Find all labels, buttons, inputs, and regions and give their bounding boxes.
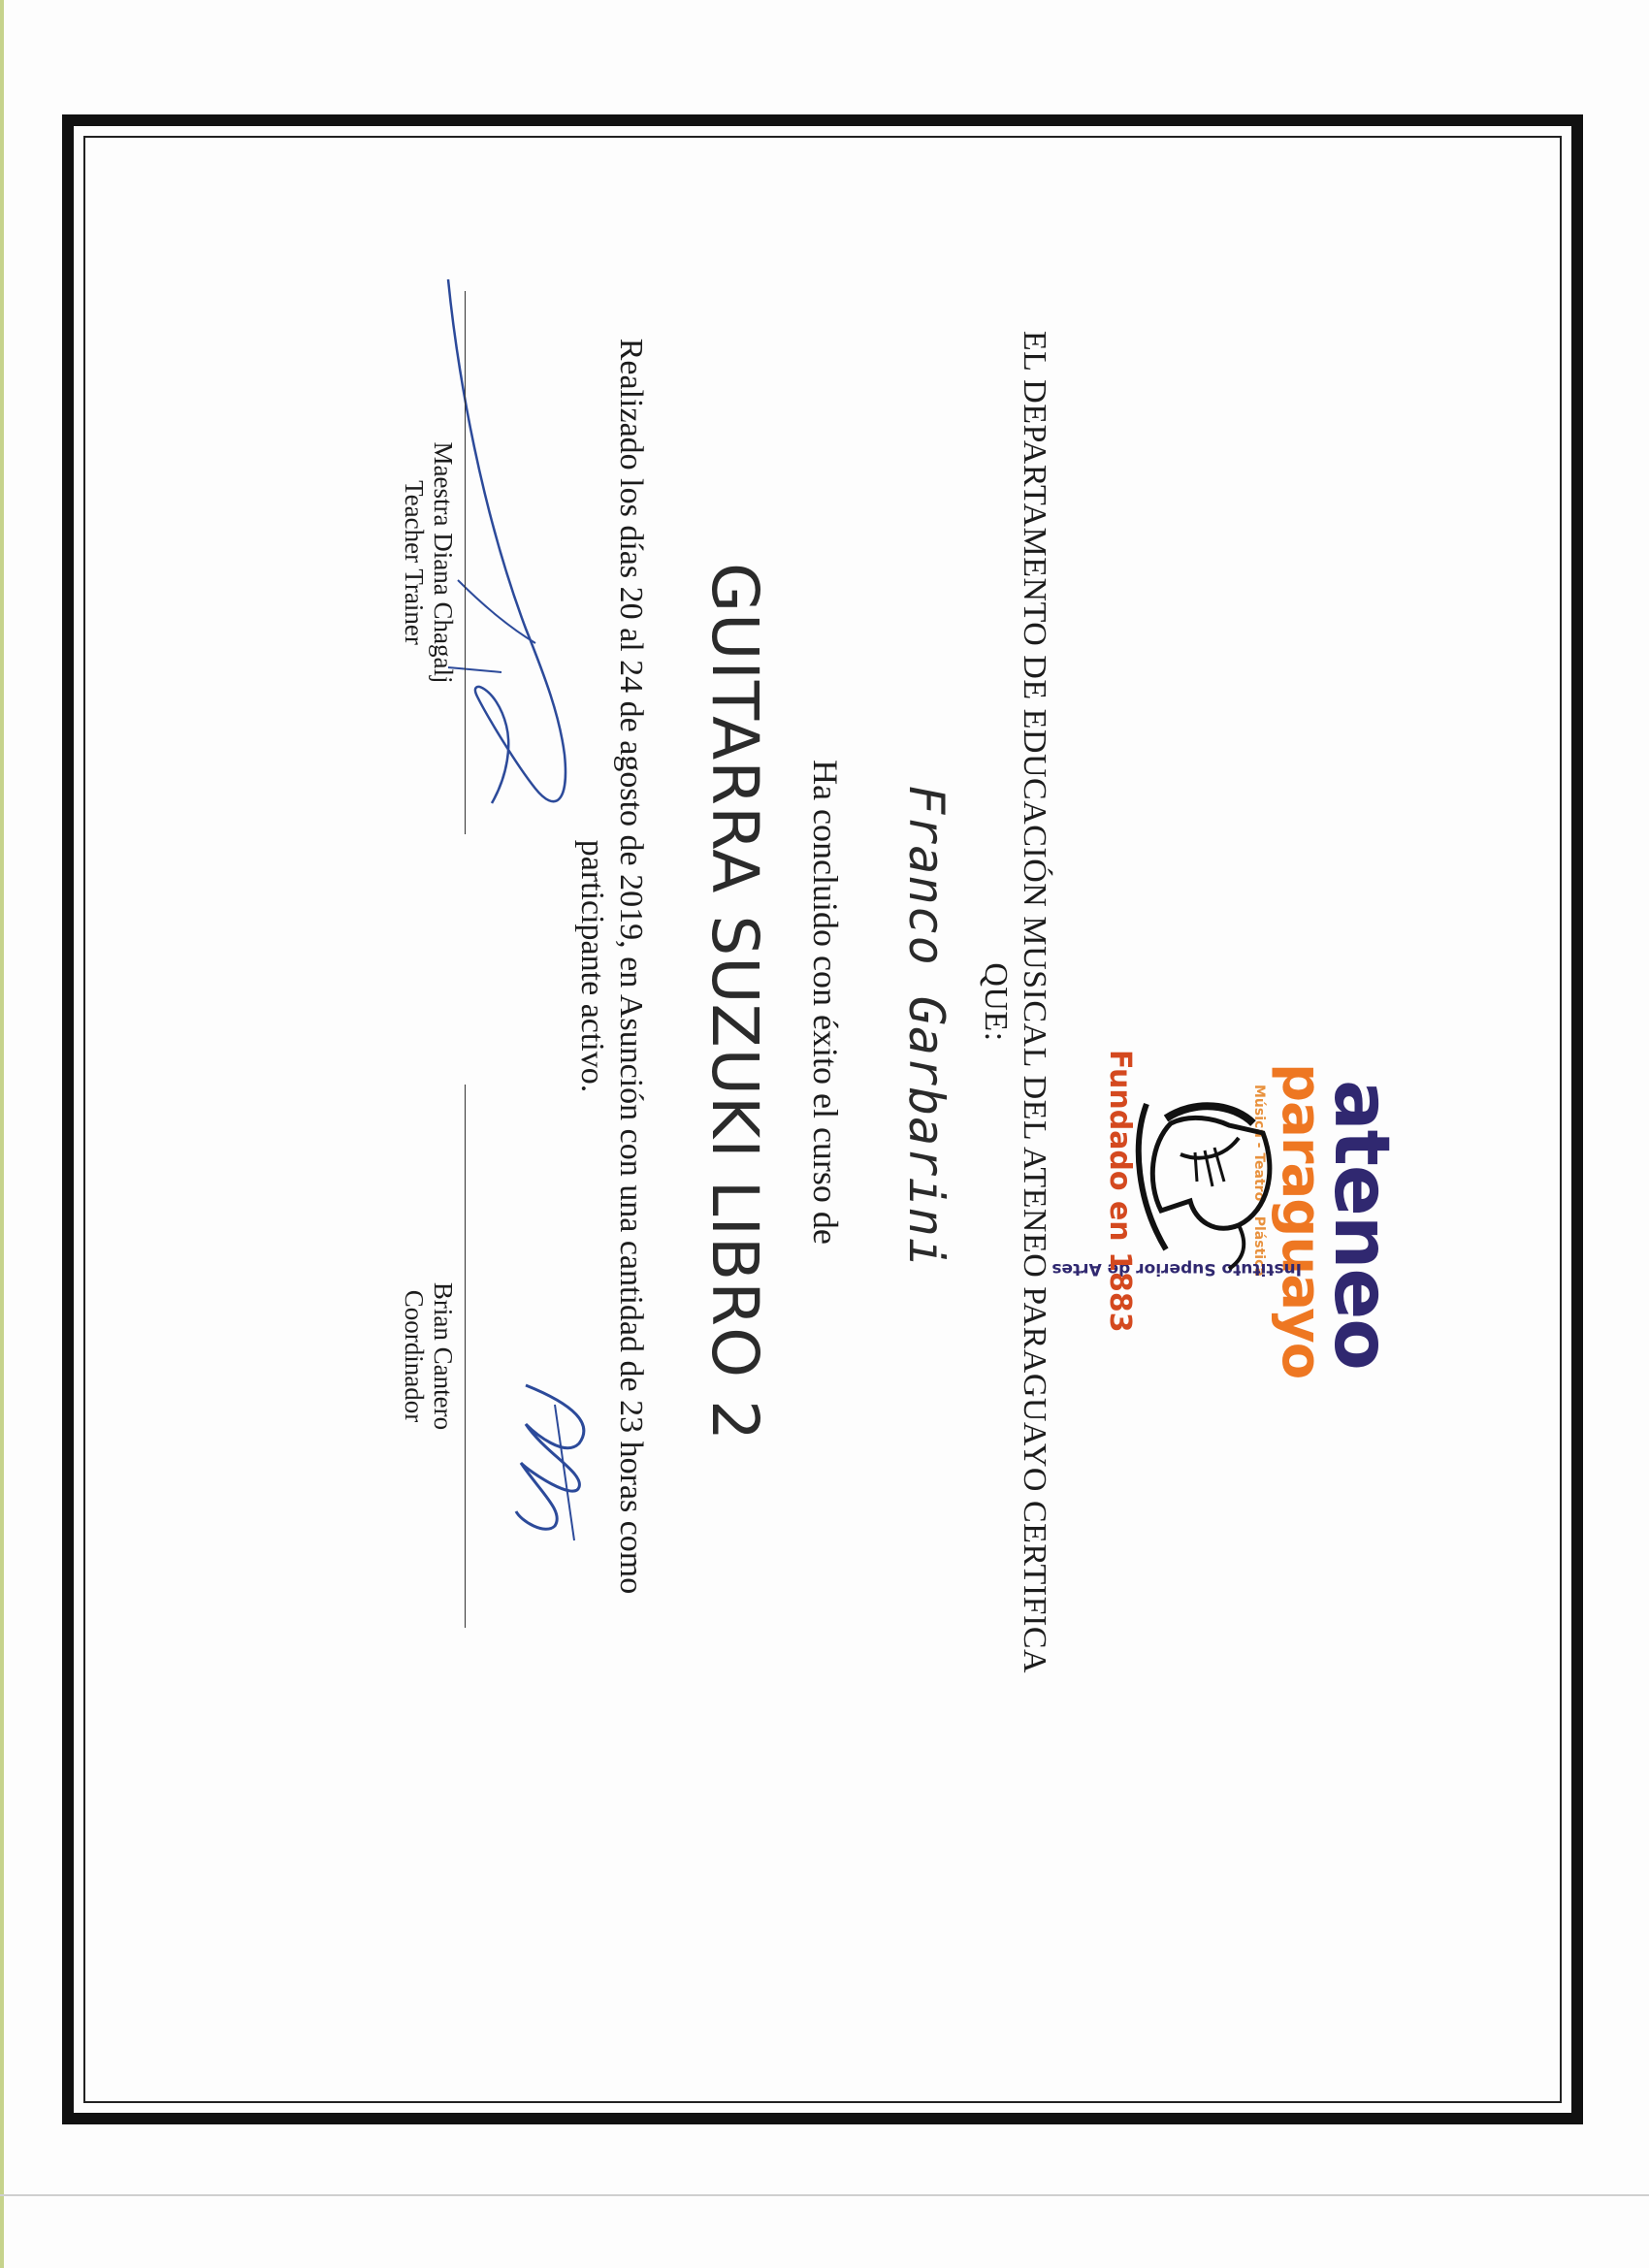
logo-word-paraguayo: paraguayo bbox=[1270, 1063, 1333, 1379]
signer-role: Coordinador bbox=[400, 1289, 429, 1423]
certificate-heading bbox=[976, 114, 1053, 1890]
logo-word-ateneo: ateneo bbox=[1317, 1080, 1405, 1370]
signer-name: Maestra Diana Chagalj bbox=[429, 441, 458, 684]
ateneo-logo bbox=[1040, 949, 1447, 1379]
completed-text: Ha concluido con éxito el curso de bbox=[806, 760, 845, 1245]
logo-institute: Instituto Superior de Artes bbox=[1051, 1259, 1302, 1279]
scan-edge bbox=[0, 0, 4, 2268]
signature-block-teacher bbox=[400, 291, 458, 834]
logo-subtitle: Música - Teatro - Plástica bbox=[1251, 1085, 1267, 1277]
heading-line-2: QUE: bbox=[978, 962, 1014, 1042]
signer-role: Teacher Trainer bbox=[400, 480, 429, 645]
logo-founded: Fundado en 1883 bbox=[1103, 1050, 1137, 1333]
signer-name: Brian Cantero bbox=[429, 1281, 458, 1431]
course-name: GUITARRA SUZUKI LIBRO 2 bbox=[697, 562, 772, 1442]
signature-line bbox=[465, 291, 466, 834]
signature-brian-cantero bbox=[497, 1366, 613, 1560]
certificate-content bbox=[62, 114, 1583, 2124]
signature-line bbox=[465, 1085, 466, 1628]
course-details: Realizado los días 20 al 24 de agosto de 2019, en Asunción con una cantidad de 23 horas como participante activo. bbox=[574, 338, 649, 1595]
heading-line-1: EL DEPARTAMENTO DE EDUCACIÓN MUSICAL DEL ATENEO PARAGUAYO CERTIFICA bbox=[1017, 330, 1052, 1674]
student-name: Franco Garbarini bbox=[898, 785, 954, 1268]
scan-fold-line bbox=[0, 2194, 1649, 2196]
athena-profile-icon bbox=[1127, 1065, 1282, 1279]
signature-block-coordinator bbox=[400, 1085, 458, 1628]
